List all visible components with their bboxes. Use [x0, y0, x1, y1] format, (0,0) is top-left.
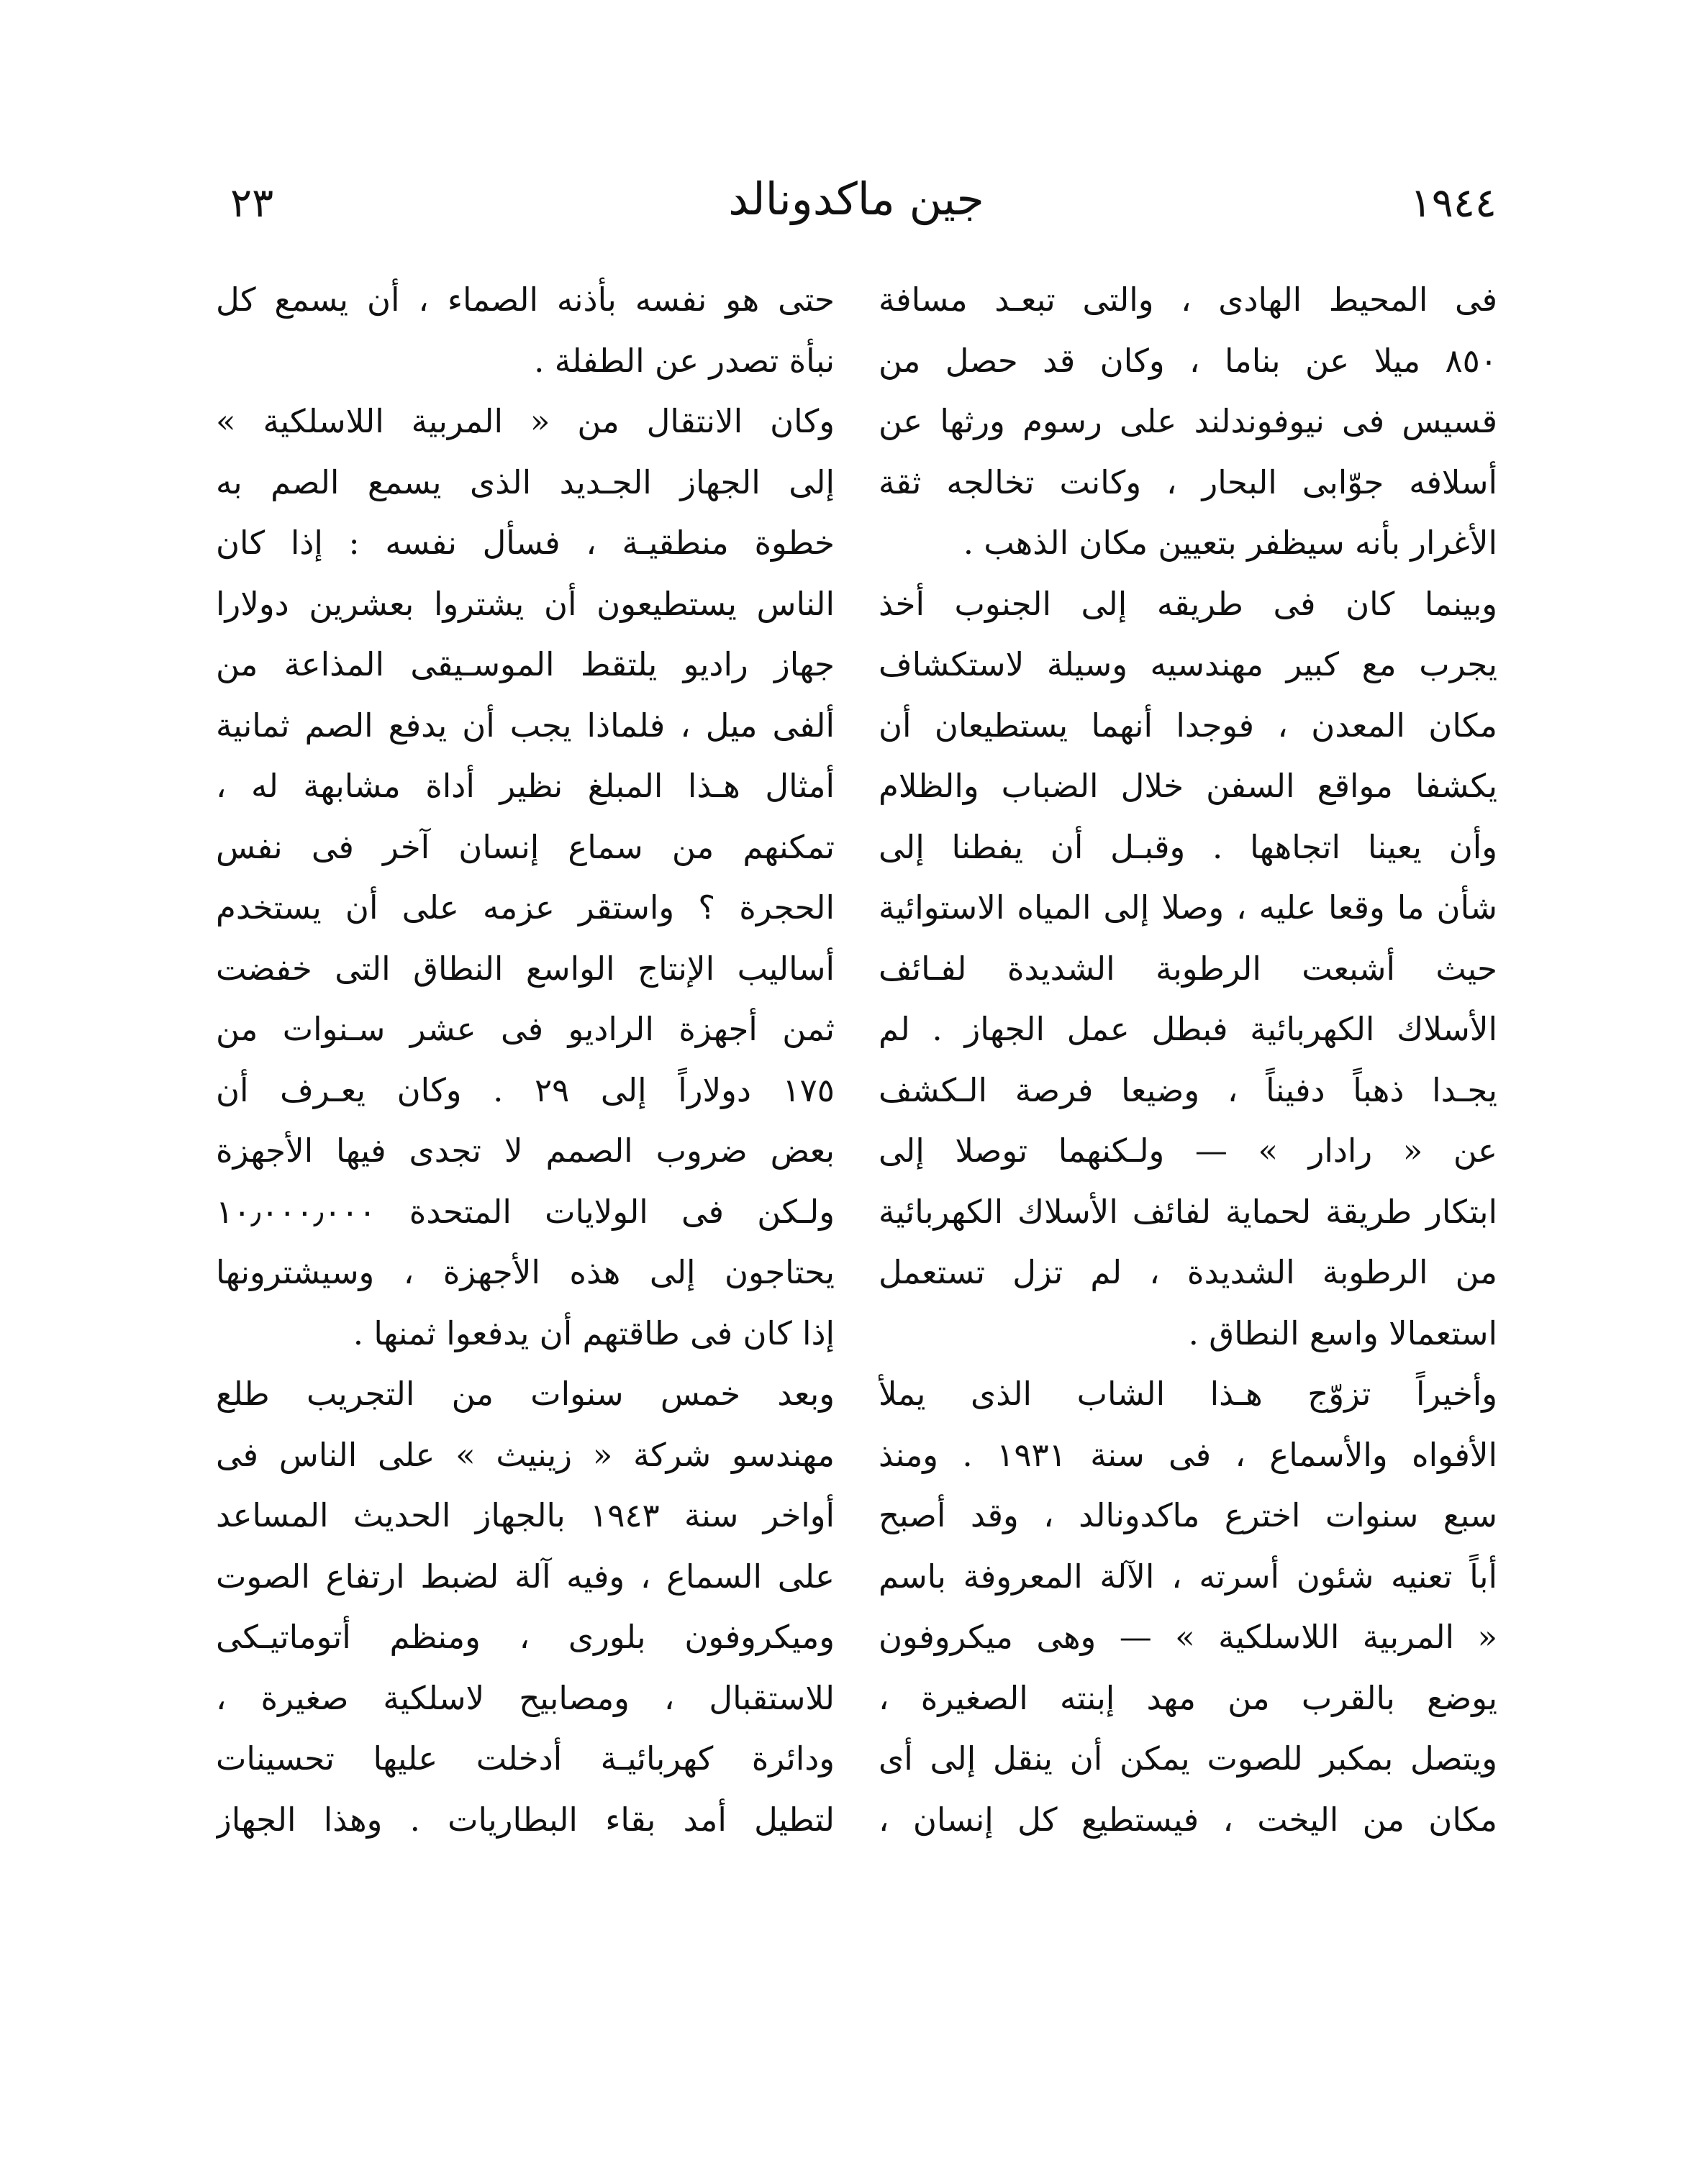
header-year: ١٩٤٤ — [1410, 180, 1497, 227]
text-line: ٨٥٠ ميلا عن بناما ، وكان قد حصل من — [879, 341, 1497, 380]
text-line: مكان المعدن ، فوجدا أنهما يستطيعان أن — [879, 706, 1497, 745]
text-line: ويتصل بمكبر للصوت يمكن أن ينقل إلى أى — [879, 1739, 1497, 1778]
text-line: أساليب الإنتاج الواسع النطاق التى خفضت — [216, 949, 835, 988]
text-line: مهندسو شركة « زينيث » على الناس فى — [216, 1435, 835, 1474]
page-number: ٢٣ — [230, 180, 274, 227]
text-line: الحجرة ؟ واستقر عزمه على أن يستخدم — [216, 888, 835, 927]
text-line: لتطيل أمد بقاء البطاريات . وهذا الجهاز — [216, 1800, 835, 1839]
text-line: ودائرة كهربائيـة أدخلت عليها تحسينات — [216, 1739, 835, 1778]
running-header — [216, 173, 1497, 237]
text-line: وبينما كان فى طريقه إلى الجنوب أخذ — [879, 584, 1497, 623]
text-line: أباً تعنيه شئون أسرته ، الآلة المعروفة باسم — [879, 1557, 1497, 1596]
text-line: يكشفا مواقع السفن خلال الضباب والظلام — [879, 767, 1497, 805]
text-line: الناس يستطيعون أن يشتروا بعشرين دولارا — [216, 584, 835, 623]
text-line: سبع سنوات اخترع ماكدونالد ، وقد أصبح — [879, 1496, 1497, 1534]
text-line: الأفواه والأسماع ، فى سنة ١٩٣١ . ومنذ — [879, 1435, 1497, 1474]
text-line: وبعد خمس سنوات من التجريب طلع — [216, 1375, 835, 1413]
text-line: مكان من اليخت ، فيستطيع كل إنسان ، — [879, 1800, 1497, 1839]
text-line: ألفى ميل ، فلماذا يجب أن يدفع الصم ثمانية — [216, 706, 835, 745]
text-line: عن « رادار » — ولـكنهما توصلا إلى — [879, 1132, 1497, 1170]
text-line: أسلافه جوّابى البحار ، وكانت تخالجه ثقة — [879, 463, 1497, 501]
text-line: « المربية اللاسلكية » — وهى ميكروفون — [879, 1618, 1497, 1656]
text-line: ابتكار طريقة لحماية لفائف الأسلاك الكهربائية — [879, 1192, 1497, 1231]
text-line: يجـدا ذهباً دفيناً ، وضيعا فرصة الـكشف — [879, 1070, 1497, 1109]
text-line: ١٧٥ دولاراً إلى ٢٩ . وكان يعـرف أن — [216, 1070, 835, 1109]
text-line: شأن ما وقعا عليه ، وصلا إلى المياه الاستوائية — [879, 888, 1497, 927]
text-line: بعض ضروب الصمم لا تجدى فيها الأجهزة — [216, 1132, 835, 1170]
text-line: استعمالا واسع النطاق . — [1188, 1314, 1497, 1352]
text-line: أواخر سنة ١٩٤٣ بالجهاز الحديث المساعد — [216, 1496, 835, 1534]
text-line: تمكنهم من سماع إنسان آخر فى نفس — [216, 827, 835, 866]
text-line: ولـكن فى الولايات المتحدة ١٠٫٠٠٠٫٠٠٠ — [216, 1192, 835, 1231]
text-line: يحتاجون إلى هذه الأجهزة ، وسيشترونها — [216, 1253, 835, 1291]
text-line: ثمن أجهزة الراديو فى عشر سـنوات من — [216, 1010, 835, 1048]
text-line: إذا كان فى طاقتهم أن يدفعوا ثمنها . — [353, 1314, 835, 1352]
text-line: قسيس فى نيوفوندلند على رسوم ورثها عن — [879, 402, 1497, 440]
right-column — [879, 270, 1497, 1850]
text-line: وكان الانتقال من « المربية اللاسلكية » — [216, 402, 835, 440]
text-line: الأسلاك الكهربائية فبطل عمل الجهاز . لم — [879, 1010, 1497, 1048]
text-line: وأن يعينا اتجاهها . وقبـل أن يفطنا إلى — [879, 827, 1497, 866]
text-line: فى المحيط الهادى ، والتى تبعـد مسافة — [879, 281, 1497, 319]
text-line: من الرطوبة الشديدة ، لم تزل تستعمل — [879, 1253, 1497, 1291]
text-line: خطوة منطقيـة ، فسأل نفسه : إذا كان — [216, 524, 835, 562]
text-line: يوضع بالقرب من مهد إبنته الصغيرة ، — [879, 1678, 1497, 1717]
text-line: على السماع ، وفيه آلة لضبط ارتفاع الصوت — [216, 1557, 835, 1596]
left-column — [216, 270, 835, 1850]
text-line: يجرب مع كبير مهندسيه وسيلة لاستكشاف — [879, 645, 1497, 683]
header-title: جين ماكدونالد — [728, 173, 984, 225]
text-line: نبأة تصدر عن الطفلة . — [534, 341, 835, 380]
text-line: وأخيراً تزوّج هـذا الشاب الذى يملأ — [879, 1375, 1497, 1413]
text-line: الأغرار بأنه سيظفر بتعيين مكان الذهب . — [963, 524, 1497, 562]
text-line: أمثال هـذا المبلغ نظير أداة مشابهة له ، — [216, 767, 835, 805]
text-line: جهاز راديو يلتقط الموسـيقى المذاعة من — [216, 645, 835, 683]
text-line: حتى هو نفسه بأذنه الصماء ، أن يسمع كل — [216, 281, 835, 319]
text-line: إلى الجهاز الجـديد الذى يسمع الصم به — [216, 463, 835, 501]
text-line: للاستقبال ، ومصابيح لاسلكية صغيرة ، — [216, 1678, 835, 1717]
text-line: وميكروفون بلورى ، ومنظم أتوماتيـكى — [216, 1618, 835, 1656]
text-line: حيث أشبعت الرطوبة الشديدة لفـائف — [879, 949, 1497, 988]
